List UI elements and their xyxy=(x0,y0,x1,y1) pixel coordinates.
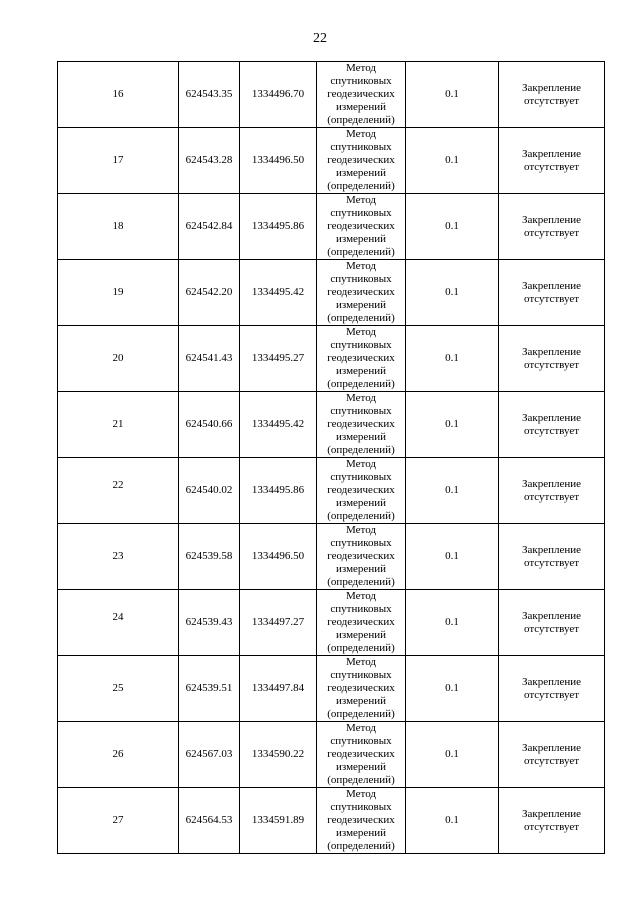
method-line: Метод xyxy=(346,392,376,404)
point-number-cell xyxy=(58,458,179,524)
fixation-line: Закрепление xyxy=(521,609,582,622)
method-line: измерений xyxy=(336,167,386,179)
point-number-cell-text: 20 xyxy=(112,352,124,364)
method-line: Метод xyxy=(346,260,376,272)
fixation-line: отсутствует xyxy=(523,94,580,107)
method-line: спутниковых xyxy=(330,339,392,351)
method-line: (определений) xyxy=(327,576,395,588)
y-coordinate-cell xyxy=(240,656,317,722)
method-line: измерений xyxy=(336,827,386,839)
method-line: спутниковых xyxy=(330,207,392,219)
y-coordinate-cell-text: 1334496.50 xyxy=(251,154,305,166)
point-number-cell xyxy=(58,524,179,590)
table-row xyxy=(58,128,605,194)
y-coordinate-cell xyxy=(240,128,317,194)
x-coordinate-cell xyxy=(179,392,240,458)
method-line: Метод xyxy=(346,722,376,734)
fixation-line: отсутствует xyxy=(523,490,580,503)
fixation-line: Закрепление xyxy=(521,543,582,556)
method-line: геодезических xyxy=(327,352,395,364)
table-row xyxy=(58,722,605,788)
method-cell xyxy=(317,128,406,194)
x-coordinate-cell xyxy=(179,194,240,260)
point-number-cell-text: 18 xyxy=(112,220,124,232)
page-number: 22 xyxy=(313,31,327,46)
method-line: измерений xyxy=(336,497,386,509)
accuracy-cell-text: 0.1 xyxy=(445,748,459,760)
coordinates-table xyxy=(57,61,605,854)
accuracy-cell xyxy=(406,194,499,260)
method-line: геодезических xyxy=(327,88,395,100)
fixation-line: Закрепление xyxy=(521,81,582,94)
x-coordinate-cell-text: 624539.43 xyxy=(185,616,233,628)
point-number-cell-text: 24 xyxy=(112,611,124,623)
method-cell xyxy=(317,260,406,326)
method-line: Метод xyxy=(346,656,376,668)
y-coordinate-cell xyxy=(240,326,317,392)
method-line: спутниковых xyxy=(330,405,392,417)
x-coordinate-cell xyxy=(179,788,240,854)
method-line: (определений) xyxy=(327,246,395,258)
method-line: (определений) xyxy=(327,114,395,126)
table-body xyxy=(58,62,605,854)
accuracy-cell-text: 0.1 xyxy=(445,814,459,826)
x-coordinate-cell-text: 624539.58 xyxy=(185,550,233,562)
method-cell xyxy=(317,194,406,260)
method-cell xyxy=(317,656,406,722)
accuracy-cell xyxy=(406,458,499,524)
fixation-line: Закрепление xyxy=(521,807,582,820)
point-number-cell xyxy=(58,194,179,260)
method-cell xyxy=(317,458,406,524)
y-coordinate-cell xyxy=(240,788,317,854)
method-line: геодезических xyxy=(327,418,395,430)
fixation-line: Закрепление xyxy=(521,345,582,358)
x-coordinate-cell-text: 624540.66 xyxy=(185,418,233,430)
x-coordinate-cell-text: 624564.53 xyxy=(185,814,233,826)
method-line: измерений xyxy=(336,233,386,245)
method-line: измерений xyxy=(336,365,386,377)
accuracy-cell xyxy=(406,788,499,854)
method-line: (определений) xyxy=(327,708,395,720)
method-line: измерений xyxy=(336,629,386,641)
method-line: (определений) xyxy=(327,312,395,324)
y-coordinate-cell xyxy=(240,458,317,524)
accuracy-cell xyxy=(406,62,499,128)
point-number-cell-text: 23 xyxy=(112,550,124,562)
y-coordinate-cell-text: 1334591.89 xyxy=(251,814,305,826)
method-line: спутниковых xyxy=(330,669,392,681)
method-line: Метод xyxy=(346,62,376,74)
accuracy-cell-text: 0.1 xyxy=(445,352,459,364)
y-coordinate-cell xyxy=(240,194,317,260)
method-cell xyxy=(317,590,406,656)
table-row xyxy=(58,62,605,128)
x-coordinate-cell xyxy=(179,326,240,392)
method-line: Метод xyxy=(346,128,376,140)
method-line: спутниковых xyxy=(330,603,392,615)
method-line: Метод xyxy=(346,590,376,602)
method-line: (определений) xyxy=(327,774,395,786)
point-number-cell-text: 22 xyxy=(112,479,124,491)
method-cell xyxy=(317,392,406,458)
point-number-cell xyxy=(58,62,179,128)
fixation-line: отсутствует xyxy=(523,358,580,371)
point-number-cell-text: 27 xyxy=(112,814,124,826)
fixation-line: Закрепление xyxy=(521,213,582,226)
method-line: (определений) xyxy=(327,444,395,456)
fixation-cell xyxy=(499,392,605,458)
y-coordinate-cell-text: 1334495.42 xyxy=(251,418,305,430)
fixation-line: отсутствует xyxy=(523,160,580,173)
method-line: Метод xyxy=(346,524,376,536)
y-coordinate-cell xyxy=(240,62,317,128)
y-coordinate-cell xyxy=(240,392,317,458)
fixation-line: отсутствует xyxy=(523,622,580,635)
fixation-cell xyxy=(499,458,605,524)
fixation-line: отсутствует xyxy=(523,226,580,239)
accuracy-cell-text: 0.1 xyxy=(445,682,459,694)
fixation-line: отсутствует xyxy=(523,754,580,767)
method-line: спутниковых xyxy=(330,537,392,549)
fixation-line: Закрепление xyxy=(521,741,582,754)
table-row xyxy=(58,194,605,260)
x-coordinate-cell xyxy=(179,524,240,590)
method-line: измерений xyxy=(336,431,386,443)
fixation-cell xyxy=(499,656,605,722)
y-coordinate-cell-text: 1334496.50 xyxy=(251,550,305,562)
x-coordinate-cell xyxy=(179,458,240,524)
fixation-cell xyxy=(499,524,605,590)
x-coordinate-cell-text: 624542.84 xyxy=(185,220,233,232)
fixation-line: отсутствует xyxy=(523,820,580,833)
y-coordinate-cell-text: 1334495.86 xyxy=(251,484,305,496)
point-number-cell xyxy=(58,392,179,458)
method-line: (определений) xyxy=(327,180,395,192)
table-row xyxy=(58,458,605,524)
fixation-line: отсутствует xyxy=(523,292,580,305)
method-line: геодезических xyxy=(327,154,395,166)
accuracy-cell-text: 0.1 xyxy=(445,286,459,298)
x-coordinate-cell xyxy=(179,590,240,656)
method-line: геодезических xyxy=(327,550,395,562)
x-coordinate-cell-text: 624540.02 xyxy=(185,484,233,496)
method-line: Метод xyxy=(346,788,376,800)
x-coordinate-cell xyxy=(179,128,240,194)
fixation-cell xyxy=(499,788,605,854)
accuracy-cell-text: 0.1 xyxy=(445,418,459,430)
point-number-cell-text: 26 xyxy=(112,748,124,760)
method-cell xyxy=(317,524,406,590)
fixation-line: Закрепление xyxy=(521,411,582,424)
method-line: геодезических xyxy=(327,616,395,628)
x-coordinate-cell xyxy=(179,260,240,326)
point-number-cell xyxy=(58,722,179,788)
point-number-cell xyxy=(58,260,179,326)
method-line: Метод xyxy=(346,458,376,470)
table-row xyxy=(58,590,605,656)
point-number-cell xyxy=(58,128,179,194)
x-coordinate-cell xyxy=(179,656,240,722)
method-line: Метод xyxy=(346,326,376,338)
method-line: геодезических xyxy=(327,814,395,826)
fixation-cell xyxy=(499,590,605,656)
accuracy-cell xyxy=(406,260,499,326)
point-number-cell xyxy=(58,326,179,392)
fixation-cell xyxy=(499,722,605,788)
x-coordinate-cell-text: 624567.03 xyxy=(185,748,233,760)
method-line: геодезических xyxy=(327,484,395,496)
method-line: спутниковых xyxy=(330,471,392,483)
method-cell xyxy=(317,62,406,128)
method-cell xyxy=(317,326,406,392)
table-row xyxy=(58,788,605,854)
method-line: (определений) xyxy=(327,378,395,390)
table-row xyxy=(58,260,605,326)
y-coordinate-cell-text: 1334590.22 xyxy=(251,748,305,760)
method-line: (определений) xyxy=(327,510,395,522)
method-line: геодезических xyxy=(327,286,395,298)
method-line: измерений xyxy=(336,101,386,113)
table-row xyxy=(58,326,605,392)
x-coordinate-cell-text: 624542.20 xyxy=(185,286,233,298)
point-number-cell-text: 25 xyxy=(112,682,124,694)
method-line: спутниковых xyxy=(330,801,392,813)
fixation-line: Закрепление xyxy=(521,147,582,160)
accuracy-cell-text: 0.1 xyxy=(445,616,459,628)
accuracy-cell-text: 0.1 xyxy=(445,484,459,496)
point-number-cell-text: 16 xyxy=(112,88,124,100)
x-coordinate-cell-text: 624539.51 xyxy=(185,682,233,694)
method-line: геодезических xyxy=(327,682,395,694)
x-coordinate-cell xyxy=(179,722,240,788)
fixation-line: отсутствует xyxy=(523,688,580,701)
accuracy-cell xyxy=(406,524,499,590)
y-coordinate-cell xyxy=(240,260,317,326)
fixation-line: Закрепление xyxy=(521,675,582,688)
point-number-cell xyxy=(58,656,179,722)
y-coordinate-cell-text: 1334495.42 xyxy=(251,286,305,298)
method-line: измерений xyxy=(336,563,386,575)
method-line: (определений) xyxy=(327,840,395,852)
accuracy-cell-text: 0.1 xyxy=(445,88,459,100)
point-number-cell-text: 19 xyxy=(112,286,124,298)
method-line: геодезических xyxy=(327,220,395,232)
accuracy-cell xyxy=(406,656,499,722)
x-coordinate-cell-text: 624543.28 xyxy=(185,154,233,166)
method-line: спутниковых xyxy=(330,735,392,747)
table-row xyxy=(58,524,605,590)
table-row xyxy=(58,392,605,458)
accuracy-cell-text: 0.1 xyxy=(445,220,459,232)
method-line: измерений xyxy=(336,761,386,773)
method-line: измерений xyxy=(336,299,386,311)
method-line: геодезических xyxy=(327,748,395,760)
y-coordinate-cell xyxy=(240,590,317,656)
fixation-line: отсутствует xyxy=(523,424,580,437)
method-line: спутниковых xyxy=(330,141,392,153)
y-coordinate-cell-text: 1334495.86 xyxy=(251,220,305,232)
method-line: (определений) xyxy=(327,642,395,654)
x-coordinate-cell xyxy=(179,62,240,128)
accuracy-cell xyxy=(406,392,499,458)
point-number-cell-text: 17 xyxy=(112,154,124,166)
x-coordinate-cell-text: 624541.43 xyxy=(185,352,233,364)
point-number-cell-text: 21 xyxy=(112,418,124,430)
fixation-cell xyxy=(499,62,605,128)
method-line: спутниковых xyxy=(330,273,392,285)
accuracy-cell xyxy=(406,590,499,656)
method-line: спутниковых xyxy=(330,75,392,87)
y-coordinate-cell xyxy=(240,524,317,590)
accuracy-cell xyxy=(406,722,499,788)
x-coordinate-cell-text: 624543.35 xyxy=(185,88,233,100)
table-row xyxy=(58,656,605,722)
y-coordinate-cell-text: 1334495.27 xyxy=(251,352,305,364)
method-line: измерений xyxy=(336,695,386,707)
y-coordinate-cell-text: 1334497.84 xyxy=(251,682,305,694)
fixation-line: Закрепление xyxy=(521,477,582,490)
fixation-line: отсутствует xyxy=(523,556,580,569)
method-cell xyxy=(317,722,406,788)
y-coordinate-cell xyxy=(240,722,317,788)
y-coordinate-cell-text: 1334497.27 xyxy=(251,616,305,628)
fixation-cell xyxy=(499,128,605,194)
accuracy-cell-text: 0.1 xyxy=(445,154,459,166)
accuracy-cell-text: 0.1 xyxy=(445,550,459,562)
y-coordinate-cell-text: 1334496.70 xyxy=(251,88,305,100)
fixation-line: Закрепление xyxy=(521,279,582,292)
accuracy-cell xyxy=(406,128,499,194)
fixation-cell xyxy=(499,260,605,326)
fixation-cell xyxy=(499,194,605,260)
accuracy-cell xyxy=(406,326,499,392)
fixation-cell xyxy=(499,326,605,392)
point-number-cell xyxy=(58,590,179,656)
method-cell xyxy=(317,788,406,854)
method-line: Метод xyxy=(346,194,376,206)
point-number-cell xyxy=(58,788,179,854)
